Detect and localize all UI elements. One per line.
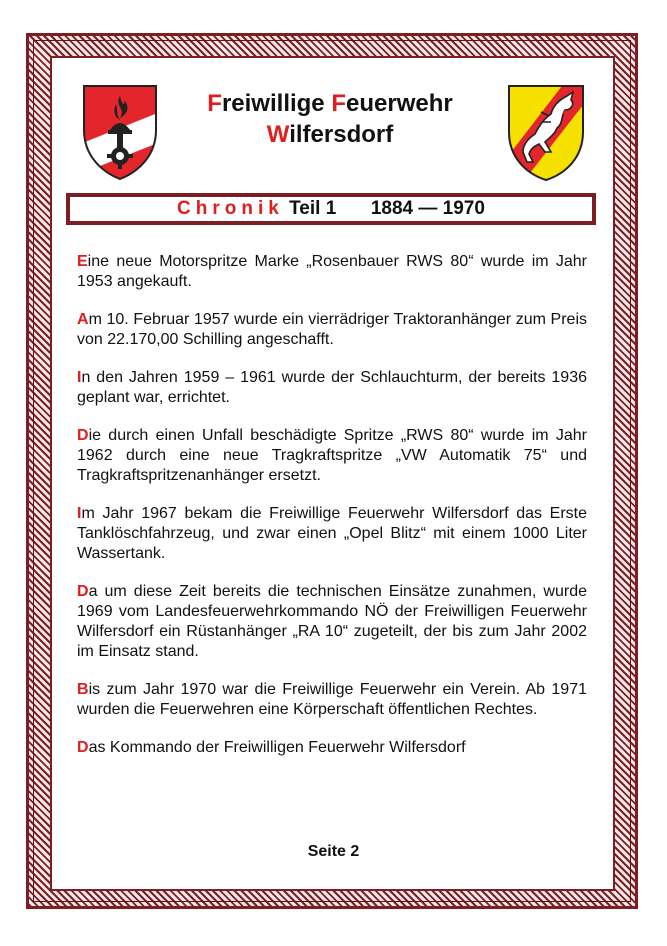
paragraph: Eine neue Motorspritze Marke „Rosenbauer RWS 80“ wurde im Jahr 1953 angekauft. xyxy=(77,253,587,290)
paragraph: In den Jahren 1959 – 1961 wurde der Schlauchturm, der bereits 1936 geplant war, errichtet. xyxy=(77,369,587,406)
title-text: reiwillige xyxy=(221,90,332,117)
title-line-1 xyxy=(165,88,495,119)
chronicle-text xyxy=(77,252,587,776)
paragraph: Die durch einen Unfall beschädigte Spritze „RWS 80“ wurde im Jahr 1962 durch eine neue Tragkraftspritze „VW Automatik 75“ und Tragkraftspritzenanhänger ersetzt. xyxy=(77,427,587,484)
paragraph: Am 10. Februar 1957 wurde ein vierrädriger Traktoranhänger zum Preis von 22.170,00 Schilling angeschafft. xyxy=(77,311,587,348)
title-initial: W xyxy=(266,121,290,148)
paragraph-signature: Das Kommando der Freiwilligen Feuerwehr Wilfersdorf xyxy=(77,739,466,756)
title-initial: F xyxy=(331,90,346,117)
wilfersdorf-coat-of-arms-icon xyxy=(505,82,587,182)
page-title xyxy=(165,88,495,150)
chronik-years: 1884 — 1970 xyxy=(370,198,485,219)
paragraph: Im Jahr 1967 bekam die Freiwillige Feuerwehr Wilfersdorf das Erste Tanklöschfahrzeug, und zwar einen „Opel Blitz“ mit einem 1000 Liter Wassertank. xyxy=(77,505,587,562)
chronik-word: Chronik xyxy=(177,198,284,219)
chronik-banner xyxy=(66,193,596,225)
paragraph: Bis zum Jahr 1970 war die Freiwillige Feuerwehr ein Verein. Ab 1971 wurden die Feuerwehren eine Körperschaft öffentlichen Rechtes. xyxy=(77,681,587,718)
title-initial: F xyxy=(207,90,222,117)
title-line-2 xyxy=(165,119,495,150)
paragraph: Da um diese Zeit bereits die technischen Einsätze zunahmen, wurde 1969 vom Landesfeuerwehrkommando NÖ der Freiwilligen Feuerwehr Wilfersdorf ein Rüstanhänger „RA 10“ zugeteilt, der bis zum Jahr 2002 im Einsatz stand. xyxy=(77,583,587,660)
fire-brigade-emblem-icon xyxy=(80,82,160,182)
title-text: euerwehr xyxy=(346,90,453,117)
title-text: ilfersdorf xyxy=(289,121,394,148)
page-number: Seite 2 xyxy=(307,843,360,860)
chronik-part: Teil 1 xyxy=(289,198,337,219)
